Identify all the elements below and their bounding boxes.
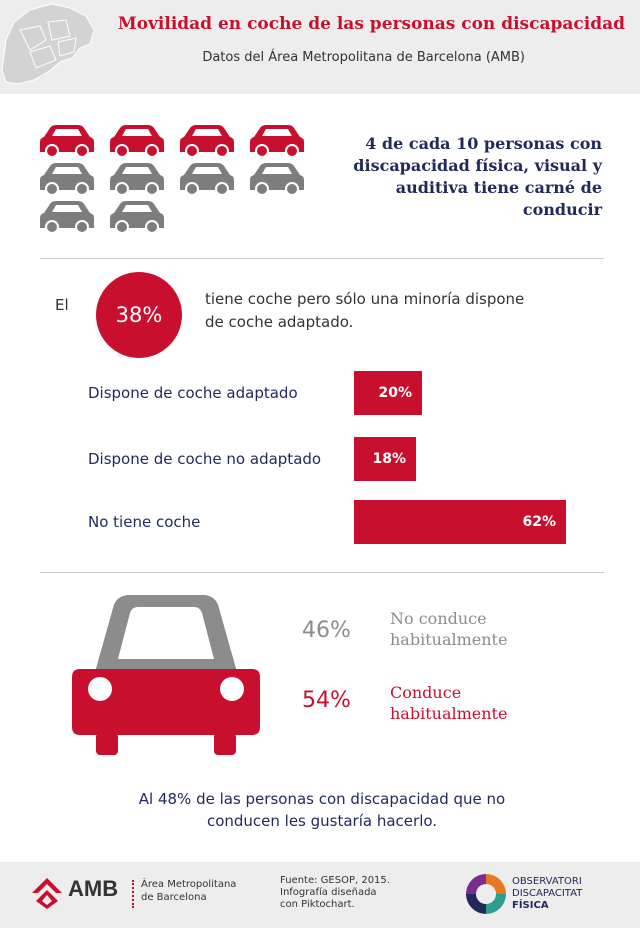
car-icon-highlighted xyxy=(110,125,164,158)
observatori-logo-icon xyxy=(464,870,508,918)
drive-label-line: habitualmente xyxy=(390,704,508,723)
bar-category-label: No tiene coche xyxy=(88,513,201,531)
no-drive-label-line: habitualmente xyxy=(390,630,508,649)
licence-headline-line: auditiva tiene carné de xyxy=(395,178,602,197)
car-icon xyxy=(40,163,94,196)
source-line: Fuente: GESOP, 2015. xyxy=(280,875,390,886)
source-line: Infografía diseñada xyxy=(280,887,377,898)
car-icon xyxy=(180,163,234,196)
licence-headline xyxy=(300,133,602,221)
bar xyxy=(354,371,422,415)
car-headlight xyxy=(220,677,244,701)
no-drive-label-line: No conduce xyxy=(390,609,487,628)
amb-logo-text: AMB xyxy=(68,876,119,901)
amb-logo-icon xyxy=(30,876,64,910)
drive-label xyxy=(390,682,507,724)
bottom-note-line: conducen les gustaría hacerlo. xyxy=(206,812,438,830)
page-subtitle: Datos del Área Metropolitana de Barcelona (AMB) xyxy=(202,50,525,65)
amb-separator xyxy=(132,880,134,908)
bar-value-label: 62% xyxy=(522,514,556,530)
observatori-text-line: OBSERVATORI xyxy=(512,876,582,887)
car-proportion-icon xyxy=(68,593,264,757)
bottom-note xyxy=(80,788,564,832)
bar xyxy=(354,437,416,481)
car-icon xyxy=(110,201,164,234)
car-icon-grid xyxy=(36,120,316,238)
drive-pct: 54% xyxy=(302,688,351,713)
ownership-circle: 38% xyxy=(96,272,182,358)
car-icon-highlighted xyxy=(40,125,94,158)
car-icon-highlighted xyxy=(180,125,234,158)
observatori-text-line: FÍSICA xyxy=(512,900,549,911)
amb-subtitle-line: de Barcelona xyxy=(141,892,207,903)
bottom-note-line: Al 48% de las personas con discapacidad que no xyxy=(138,790,506,808)
source-line: con Piktochart. xyxy=(280,899,355,910)
car-headlight xyxy=(88,677,112,701)
car-icon xyxy=(110,163,164,196)
no-drive-pct: 46% xyxy=(302,618,351,643)
no-drive-label xyxy=(390,608,507,650)
licence-headline-line: 4 de cada 10 personas con xyxy=(365,134,602,153)
ownership-text-line: de coche adaptado. xyxy=(205,313,354,331)
car-icon xyxy=(40,201,94,234)
barcelona-map-icon xyxy=(0,0,96,86)
observatori-text-line: DISCAPACITAT xyxy=(512,888,583,899)
ownership-prefix: El xyxy=(55,296,69,314)
bar-value-label: 20% xyxy=(378,385,412,401)
source-credit xyxy=(280,875,390,911)
drive-label-line: Conduce xyxy=(390,683,462,702)
car-icon xyxy=(250,163,304,196)
car-icon-highlighted xyxy=(250,125,304,158)
bar xyxy=(354,500,566,544)
car-windshield xyxy=(118,607,214,659)
divider xyxy=(40,258,604,259)
amb-subtitle-line: Àrea Metropolitana xyxy=(141,879,237,890)
car-wheel xyxy=(96,733,118,755)
bar-category-label: Dispone de coche no adaptado xyxy=(88,450,322,468)
divider xyxy=(40,572,604,573)
bar-category-label: Dispone de coche adaptado xyxy=(88,384,298,402)
ownership-text xyxy=(205,288,625,334)
observatori-text xyxy=(512,876,582,912)
amb-subtitle xyxy=(141,878,236,904)
licence-headline-line: conducir xyxy=(522,200,602,219)
page-title: Movilidad en coche de las personas con discapacidad xyxy=(117,14,625,34)
ownership-text-line: tiene coche pero sólo una minoría dispone xyxy=(205,290,525,308)
licence-headline-line: discapacidad física, visual y xyxy=(353,156,602,175)
bar-value-label: 18% xyxy=(372,451,406,467)
car-wheel xyxy=(214,733,236,755)
